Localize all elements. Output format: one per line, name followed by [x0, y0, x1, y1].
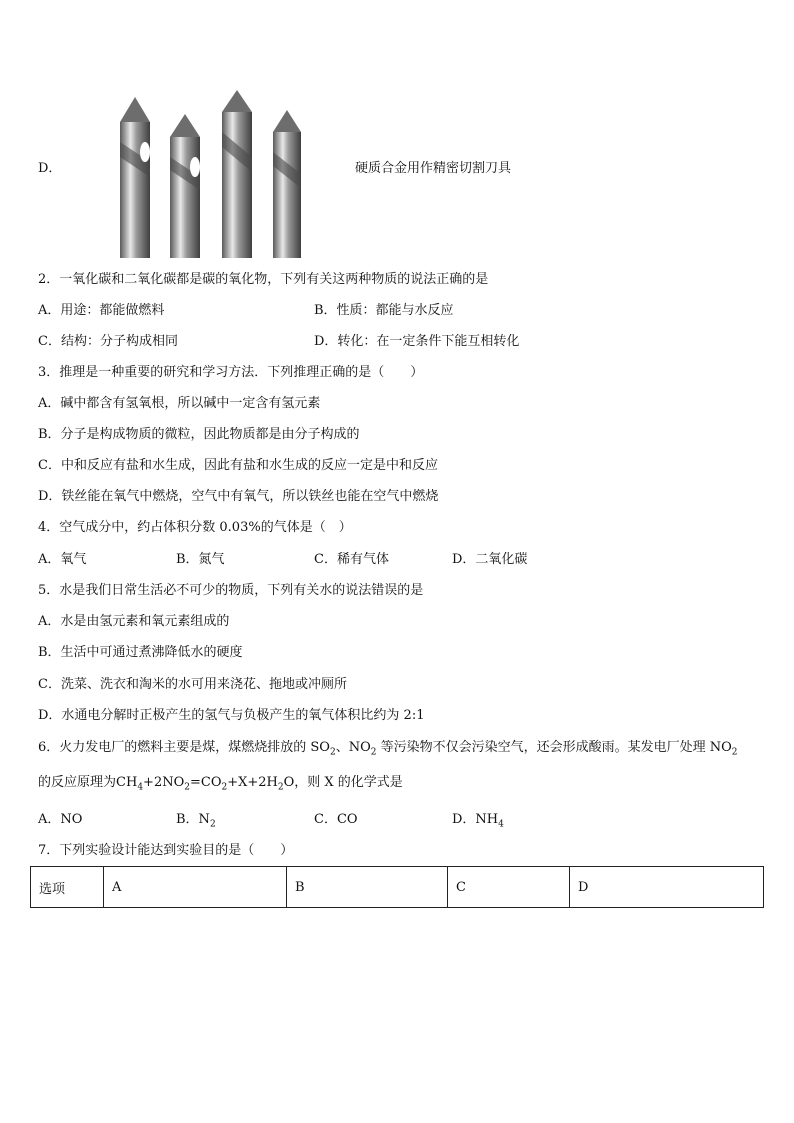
- q6-option-d: D．$NH_4$: [452, 812, 504, 830]
- q3-option-b: B．分子是构成物质的微粒，因此物质都是由分子构成的: [38, 427, 360, 442]
- q2-option-a: A．用途：都能做燃料: [38, 303, 165, 318]
- drill-bits-image: [65, 82, 335, 258]
- q4-option-c: C．稀有气体: [314, 552, 389, 567]
- q2-stem: 2．一氧化碳和二氧化碳都是碳的氧化物，下列有关这两种物质的说法正确的是: [38, 272, 489, 287]
- q5-option-d: D．水通电分解时正极产生的氢气与负极产生的氧气体积比约为 2:1: [38, 708, 425, 723]
- table-header-cell: C: [448, 867, 570, 908]
- q3-option-a: A．碱中都含有氢氧根，所以碱中一定含有氢元素: [38, 396, 321, 411]
- q6-option-a: A．NO: [38, 812, 83, 827]
- q6-equation: $CH_4+2NO_2=CO_2+X+2H_2O$: [116, 775, 295, 793]
- q6-option-b: B．$N_2$: [176, 812, 216, 830]
- q5-option-a: A．水是由氢元素和氧元素组成的: [38, 614, 230, 629]
- table-header-cell: D: [570, 867, 764, 908]
- table-header-cell: 选项: [31, 867, 104, 908]
- q3-option-d: D．铁丝能在氧气中燃烧，空气中有氧气，所以铁丝也能在空气中燃烧: [38, 489, 439, 504]
- q2-option-b: B．性质：都能与水反应: [314, 303, 454, 318]
- q5-option-b: B．生活中可通过煮沸降低水的硬度: [38, 645, 243, 660]
- q4-option-d: D．二氧化碳: [452, 552, 528, 567]
- q4-stem: 4．空气成分中，约占体积分数 0.03%的气体是（ ）: [38, 520, 352, 535]
- q6-stem-line2: 的反应原理为$CH_4+2NO_2=CO_2+X+2H_2O$，则 X 的化学式是: [38, 775, 403, 793]
- q6-stem-line1: 6．火力发电厂的燃料主要是煤，煤燃烧排放的 $SO_2$、$NO_2$ 等污染物不仅会污染空气，还会形成酸雨。某发电厂处理 $NO_2$: [38, 740, 738, 758]
- q5-stem: 5．水是我们日常生活必不可少的物质，下列有关水的说法错误的是: [38, 583, 424, 598]
- q2-option-c: C．结构：分子构成相同: [38, 334, 178, 349]
- table-header-cell: B: [287, 867, 448, 908]
- table-row: [31, 867, 764, 908]
- q3-stem: 3．推理是一种重要的研究和学习方法．下列推理正确的是（ ）: [38, 365, 424, 380]
- q4-option-b: B．氮气: [176, 552, 225, 567]
- q2-option-d: D．转化：在一定条件下能互相转化: [314, 334, 520, 349]
- q1-option-d-text: 硬质合金用作精密切割刀具: [355, 161, 512, 176]
- q4-option-a: A．氧气: [38, 552, 87, 567]
- table-header-cell: A: [104, 867, 287, 908]
- q3-option-c: C．中和反应有盐和水生成，因此有盐和水生成的反应一定是中和反应: [38, 458, 438, 473]
- q6-option-c: C．CO: [314, 812, 358, 827]
- q1-option-d-letter: D．: [38, 161, 62, 176]
- q7-table: [30, 866, 764, 908]
- q7-stem: 7．下列实验设计能达到实验目的是（ ）: [38, 843, 294, 858]
- q5-option-c: C．洗菜、洗衣和淘米的水可用来浇花、拖地或冲厕所: [38, 677, 347, 692]
